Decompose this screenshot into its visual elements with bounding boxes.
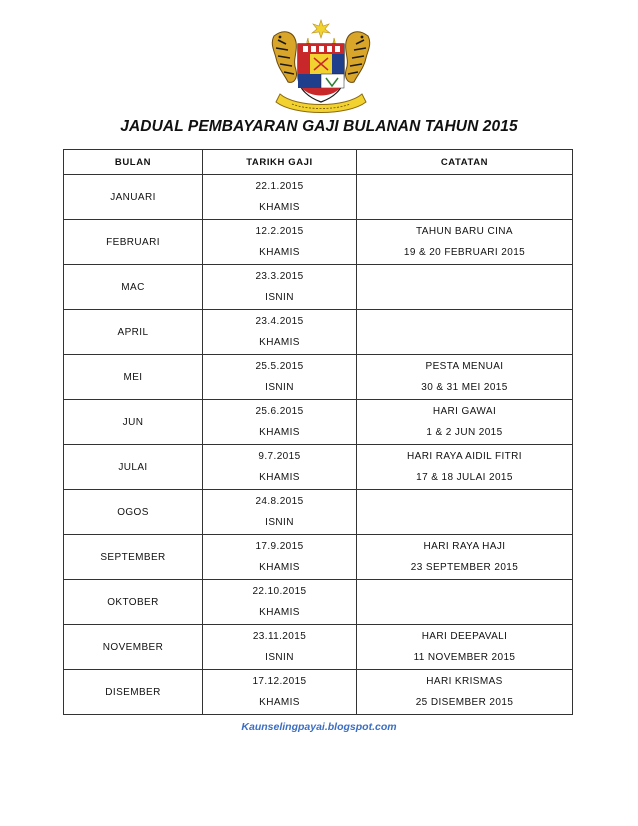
note-date: 23 SEPTEMBER 2015 (410, 562, 519, 573)
pay-day: KHAMIS (259, 202, 300, 213)
note-cell (357, 355, 573, 400)
pay-date: 22.10.2015 (252, 586, 307, 597)
note-cell (357, 490, 573, 535)
note-cell (357, 220, 573, 265)
pay-day: ISNIN (265, 382, 294, 393)
pay-date-cell (203, 400, 357, 445)
pay-day: KHAMIS (259, 697, 300, 708)
note-title: TAHUN BARU CINA (416, 226, 513, 237)
note-cell (357, 310, 573, 355)
table-row (64, 310, 573, 355)
month-cell: DISEMBER (64, 670, 203, 715)
pay-date-cell (203, 220, 357, 265)
note-date: 19 & 20 FEBRUARI 2015 (403, 247, 526, 258)
pay-date-cell (203, 310, 357, 355)
note-date: 30 & 31 MEI 2015 (421, 382, 508, 393)
note-cell (357, 580, 573, 625)
pay-date: 24.8.2015 (255, 496, 304, 507)
pay-date-cell (203, 490, 357, 535)
pay-date-cell (203, 175, 357, 220)
pay-date-cell (203, 535, 357, 580)
note-date: 17 & 18 JULAI 2015 (416, 472, 513, 483)
note-title: HARI RAYA AIDIL FITRI (407, 451, 522, 462)
note-cell (357, 625, 573, 670)
note-title: HARI KRISMAS (426, 676, 503, 687)
pay-date-cell (203, 355, 357, 400)
pay-date: 12.2.2015 (255, 226, 304, 237)
table-row (64, 175, 573, 220)
note-cell (357, 175, 573, 220)
table-row (64, 625, 573, 670)
table-row (64, 535, 573, 580)
note-cell (357, 265, 573, 310)
table-row (64, 445, 573, 490)
pay-date: 17.12.2015 (252, 676, 307, 687)
pay-day: ISNIN (265, 652, 294, 663)
month-cell: FEBRUARI (64, 220, 203, 265)
pay-date: 23.4.2015 (255, 316, 304, 327)
note-title: HARI RAYA HAJI (423, 541, 506, 552)
note-title: HARI DEEPAVALI (421, 631, 508, 642)
month-cell: MAC (64, 265, 203, 310)
month-cell: SEPTEMBER (64, 535, 203, 580)
pay-date: 17.9.2015 (255, 541, 304, 552)
note-cell (357, 445, 573, 490)
pay-date-cell (203, 670, 357, 715)
month-cell: NOVEMBER (64, 625, 203, 670)
month-cell: JULAI (64, 445, 203, 490)
note-title: HARI GAWAI (432, 406, 497, 417)
pay-date: 25.6.2015 (255, 406, 304, 417)
pay-date: 9.7.2015 (258, 451, 301, 462)
pay-date-cell (203, 265, 357, 310)
note-cell (357, 400, 573, 445)
pay-date-cell (203, 445, 357, 490)
note-date: 25 DISEMBER 2015 (415, 697, 514, 708)
note-cell (357, 670, 573, 715)
column-header-tarikh-gaji: TARIKH GAJI (203, 150, 357, 175)
table-row (64, 670, 573, 715)
footer-website-link[interactable]: Kaunselingpayai.blogspot.com (241, 721, 397, 733)
pay-day: KHAMIS (259, 337, 300, 348)
table-row (64, 355, 573, 400)
page-title: JADUAL PEMBAYARAN GAJI BULANAN TAHUN 2015 (120, 118, 518, 135)
month-cell: JUN (64, 400, 203, 445)
pay-day: ISNIN (265, 517, 294, 528)
month-cell: JANUARI (64, 175, 203, 220)
table-row (64, 490, 573, 535)
month-cell: OKTOBER (64, 580, 203, 625)
pay-date: 23.11.2015 (252, 631, 307, 642)
pay-day: KHAMIS (259, 607, 300, 618)
pay-day: KHAMIS (259, 472, 300, 483)
table-row (64, 400, 573, 445)
pay-day: KHAMIS (259, 247, 300, 258)
pay-date: 25.5.2015 (255, 361, 304, 372)
column-header-catatan: CATATAN (357, 150, 573, 175)
month-cell: MEI (64, 355, 203, 400)
pay-day: ISNIN (265, 292, 294, 303)
table-row (64, 580, 573, 625)
salary-schedule-table (63, 149, 573, 715)
note-date: 11 NOVEMBER 2015 (413, 652, 516, 663)
note-cell (357, 535, 573, 580)
coat-of-arms-icon (262, 18, 380, 118)
table-row (64, 265, 573, 310)
table-row (64, 220, 573, 265)
pay-date: 23.3.2015 (255, 271, 304, 282)
table-header-row (64, 150, 573, 175)
pay-date-cell (203, 625, 357, 670)
month-cell: OGOS (64, 490, 203, 535)
pay-day: KHAMIS (259, 427, 300, 438)
pay-date-cell (203, 580, 357, 625)
note-title: PESTA MENUAI (425, 361, 504, 372)
month-cell: APRIL (64, 310, 203, 355)
column-header-bulan: BULAN (64, 150, 203, 175)
pay-day: KHAMIS (259, 562, 300, 573)
pay-date: 22.1.2015 (255, 181, 304, 192)
note-date: 1 & 2 JUN 2015 (426, 427, 503, 438)
